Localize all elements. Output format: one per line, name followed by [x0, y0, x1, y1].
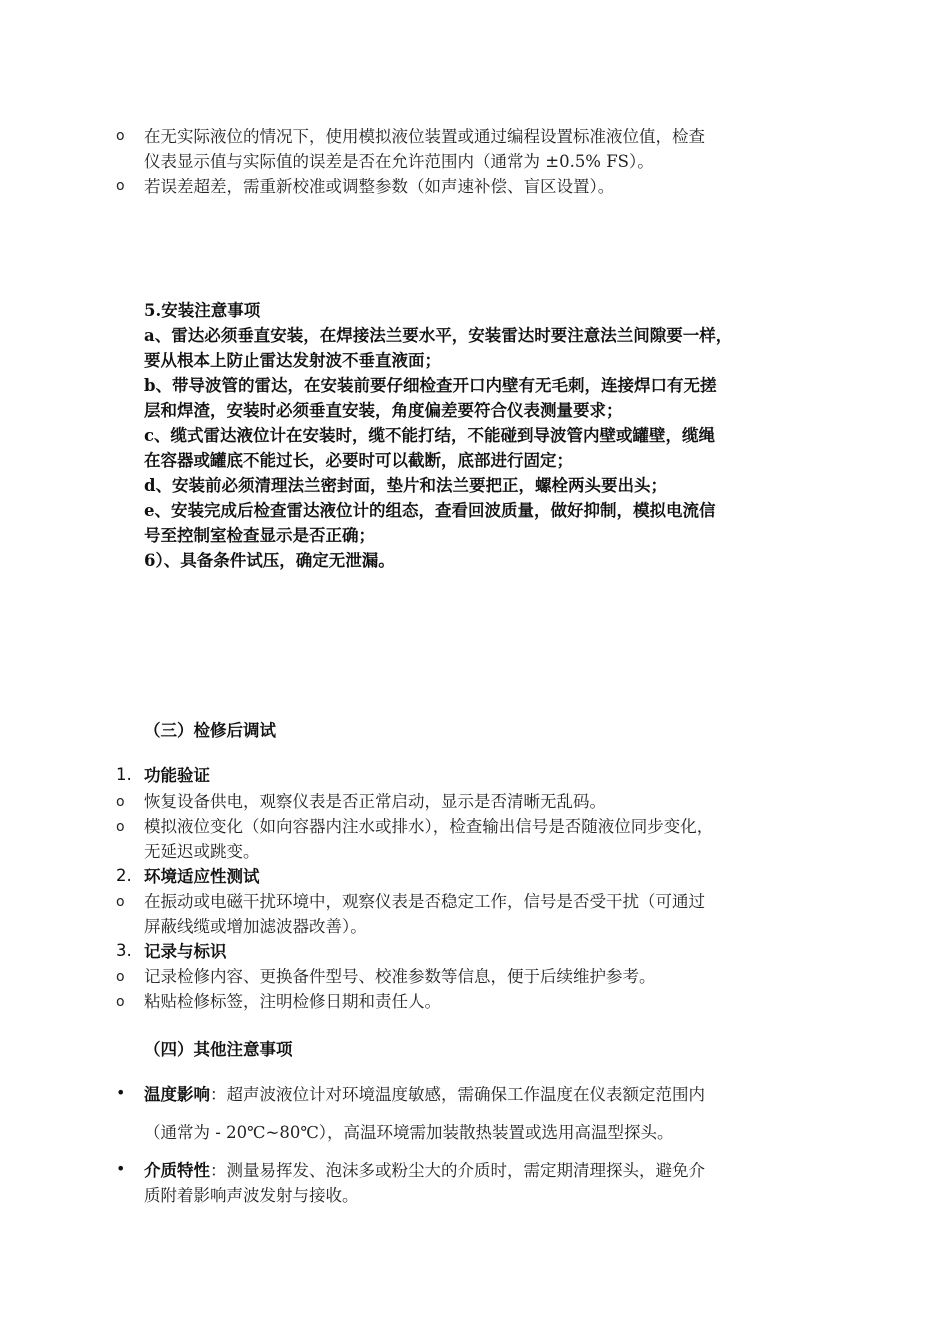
install-line: d、安装前必须清理法兰密封面，垫片和法兰要把正，螺栓两头要出头； [144, 476, 668, 495]
sub-bullet-marker: o [116, 128, 125, 144]
sub-bullet-marker: o [116, 178, 125, 194]
paragraph-line: 在振动或电磁干扰环境中，观察仪表是否稳定工作，信号是否受干扰（可通过 [144, 892, 705, 911]
section-heading: （四）其他注意事项 [144, 1040, 293, 1059]
main-bullet-marker: • [116, 1159, 126, 1178]
section-title: 5.安装注意事项 [144, 301, 261, 320]
note-text: 测量易挥发、泡沫多或粉尘大的介质时，需定期清理探头，避免介 [226, 1161, 705, 1180]
sub-bullet-marker: o [116, 794, 125, 810]
sub-bullet-marker: o [116, 969, 125, 985]
list-number: 3. [116, 941, 132, 960]
note-line: 质附着影响声波发射与接收。 [144, 1186, 359, 1205]
install-line: b、带导波管的雷达，在安装前要仔细检查开口内壁有无毛刺，连接焊口有无搓 [144, 376, 717, 395]
note-label: 温度影响 [144, 1085, 210, 1104]
install-line: 在容器或罐底不能过长，必要时可以截断，底部进行固定； [144, 451, 573, 470]
list-heading: 功能验证 [144, 766, 210, 785]
install-line: 层和焊渣，安装时必须垂直安装，角度偏差要符合仪表测量要求； [144, 401, 623, 420]
list-heading: 环境适应性测试 [144, 867, 260, 886]
install-line: 6）、具备条件试压，确定无泄漏。 [144, 551, 395, 570]
paragraph-line: 记录检修内容、更换备件型号、校准参数等信息，便于后续维护参考。 [144, 967, 656, 986]
note-separator: ： [210, 1161, 227, 1180]
paragraph-line: 恢复设备供电，观察仪表是否正常启动，显示是否清晰无乱码。 [144, 792, 606, 811]
note-line: （通常为 - 20℃~80℃），高温环境需加装散热装置或选用高温型探头。 [144, 1123, 674, 1142]
note-line [144, 1158, 824, 1183]
install-line: c、缆式雷达液位计在安装时，缆不能打结，不能碰到导波管内壁或罐壁，缆绳 [144, 426, 716, 445]
paragraph-line: 模拟液位变化（如向容器内注水或排水），检查输出信号是否随液位同步变化， [144, 817, 714, 836]
list-number: 2. [116, 866, 132, 885]
paragraph-line: 无延迟或跳变。 [144, 842, 260, 861]
paragraph-line: 仪表显示值与实际值的误差是否在允许范围内（通常为 ±0.5% FS）。 [144, 152, 654, 171]
section-heading: （三）检修后调试 [144, 721, 276, 740]
note-separator: ： [210, 1085, 227, 1104]
note-line [144, 1082, 824, 1107]
note-text: 超声波液位计对环境温度敏感，需确保工作温度在仪表额定范围内 [226, 1085, 705, 1104]
paragraph-line: 屏蔽线缆或增加滤波器改善）。 [144, 917, 367, 936]
list-heading: 记录与标识 [144, 942, 227, 961]
sub-bullet-marker: o [116, 819, 125, 835]
paragraph-line: 在无实际液位的情况下，使用模拟液位装置或通过编程设置标准液位值，检查 [144, 127, 705, 146]
install-line: a、雷达必须垂直安装，在焊接法兰要水平，安装雷达时要注意法兰间隙要一样， [144, 326, 733, 345]
paragraph-line: 若误差超差，需重新校准或调整参数（如声速补偿、盲区设置）。 [144, 177, 615, 196]
install-line: 要从根本上防止雷达发射波不垂直液面； [144, 351, 441, 370]
install-line: e、安装完成后检查雷达液位计的组态，查看回波质量，做好抑制，模拟电流信 [144, 501, 716, 520]
sub-bullet-marker: o [116, 994, 125, 1010]
main-bullet-marker: • [116, 1083, 126, 1102]
paragraph-line: 粘贴检修标签，注明检修日期和责任人。 [144, 992, 441, 1011]
note-label: 介质特性 [144, 1161, 210, 1180]
install-line: 号至控制室检查显示是否正确； [144, 526, 375, 545]
list-number: 1. [116, 765, 132, 784]
sub-bullet-marker: o [116, 894, 125, 910]
